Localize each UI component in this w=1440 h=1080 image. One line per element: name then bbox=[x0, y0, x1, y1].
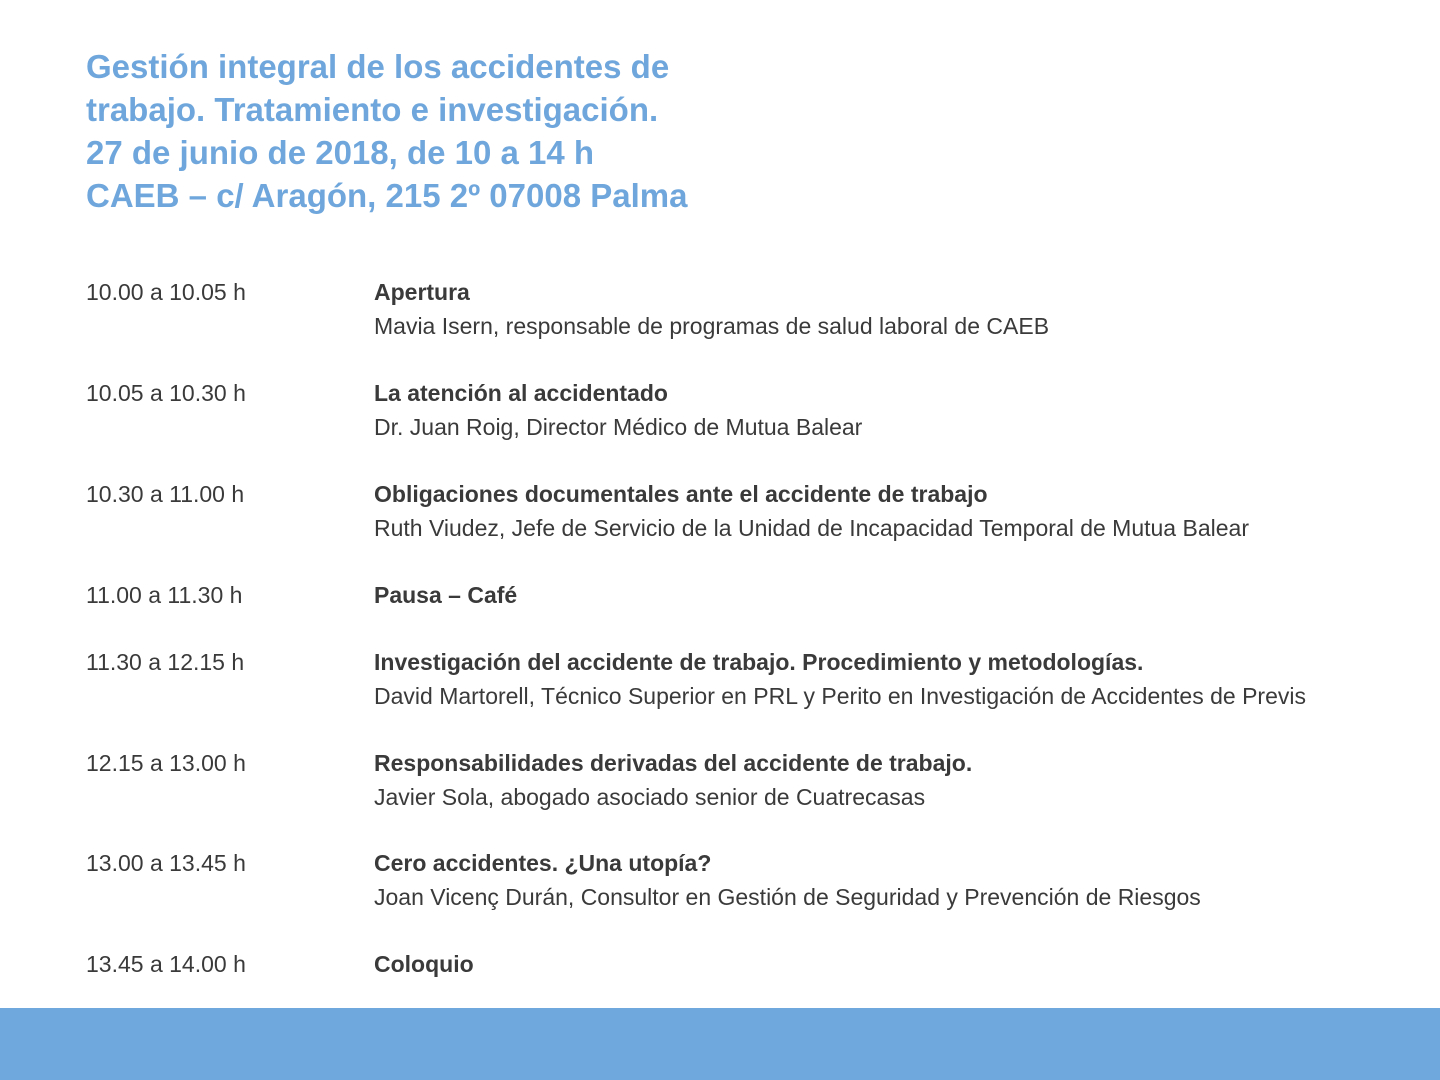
agenda-speaker: Ruth Viudez, Jefe de Servicio de la Unidad de Incapacidad Temporal de Mutua Balear bbox=[374, 515, 1249, 541]
agenda-content bbox=[374, 645, 1424, 713]
event-location: CAEB – c/ Aragón, 215 2º 07008 Palma bbox=[86, 177, 688, 214]
agenda-speaker: Dr. Juan Roig, Director Médico de Mutua Balear bbox=[374, 414, 863, 440]
agenda-time: 10.30 a 11.00 h bbox=[86, 481, 245, 507]
agenda-topic: Apertura bbox=[374, 279, 470, 305]
agenda-content bbox=[374, 275, 1424, 343]
agenda-time: 11.00 a 11.30 h bbox=[86, 582, 243, 608]
agenda-topic: Obligaciones documentales ante el accidente de trabajo bbox=[374, 481, 988, 507]
event-date: 27 de junio de 2018, de 10 a 14 h bbox=[86, 134, 595, 171]
agenda-time: 13.45 a 14.00 h bbox=[86, 951, 246, 977]
agenda-topic: Coloquio bbox=[374, 951, 474, 977]
agenda-content bbox=[374, 376, 1424, 444]
agenda-time: 11.30 a 12.15 h bbox=[86, 649, 245, 675]
agenda-time: 12.15 a 13.00 h bbox=[86, 750, 246, 776]
agenda-time: 13.00 a 13.45 h bbox=[86, 850, 246, 876]
event-header bbox=[86, 45, 1386, 217]
agenda-content bbox=[374, 746, 1424, 814]
agenda-topic: Responsabilidades derivadas del accidente de trabajo. bbox=[374, 750, 973, 776]
agenda-content bbox=[374, 846, 1424, 914]
agenda-topic: Investigación del accidente de trabajo. Procedimiento y metodologías. bbox=[374, 649, 1144, 675]
agenda-speaker: David Martorell, Técnico Superior en PRL y Perito en Investigación de Accidentes de Previs bbox=[374, 683, 1306, 709]
agenda-content bbox=[374, 578, 1424, 612]
agenda-topic: La atención al accidentado bbox=[374, 380, 668, 406]
agenda-speaker: Joan Vicenç Durán, Consultor en Gestión de Seguridad y Prevención de Riesgos bbox=[374, 884, 1201, 910]
agenda-speaker: Mavia Isern, responsable de programas de salud laboral de CAEB bbox=[374, 313, 1050, 339]
agenda-speaker: Javier Sola, abogado asociado senior de Cuatrecasas bbox=[374, 784, 926, 810]
agenda-content bbox=[374, 947, 1424, 981]
event-title-line-2: trabajo. Tratamiento e investigación. bbox=[86, 91, 659, 128]
agenda-topic: Pausa – Café bbox=[374, 582, 518, 608]
agenda-content bbox=[374, 477, 1424, 545]
footer-bar bbox=[0, 1008, 1440, 1080]
agenda-time: 10.00 a 10.05 h bbox=[86, 279, 246, 305]
agenda-time: 10.05 a 10.30 h bbox=[86, 380, 246, 406]
agenda-topic: Cero accidentes. ¿Una utopía? bbox=[374, 850, 712, 876]
event-title-line-1: Gestión integral de los accidentes de bbox=[86, 48, 670, 85]
